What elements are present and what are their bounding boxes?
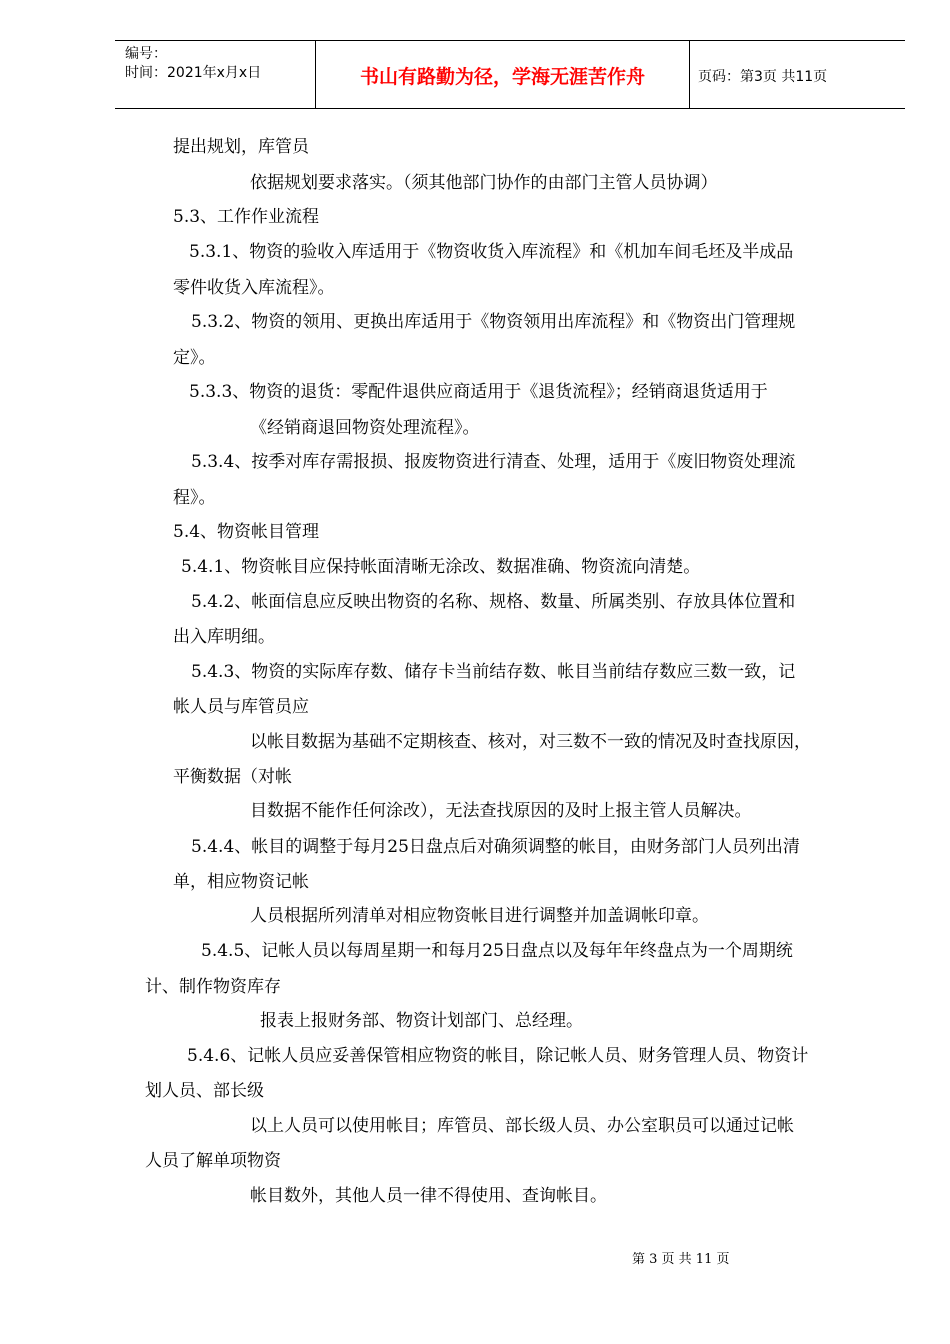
- text-line: 帐目数外，其他人员一律不得使用、查询帐目。: [250, 1186, 607, 1206]
- text-line: 帐人员与库管员应: [173, 697, 309, 717]
- text-line: 人员了解单项物资: [145, 1151, 281, 1171]
- text-line: 《经销商退回物资处理流程》。: [250, 418, 480, 438]
- text-line: 报表上报财务部、物资计划部门、总经理。: [260, 1011, 583, 1031]
- section-heading: 5.3、工作作业流程: [173, 207, 320, 227]
- text-line: 依据规划要求落实。（须其他部门协作的由部门主管人员协调）: [250, 173, 718, 193]
- time-label: 时间：2021年x月x日: [125, 65, 262, 81]
- header-page-label: 页码：第3页 共11页: [698, 69, 828, 85]
- text-line: 5.4.2、帐面信息应反映出物资的名称、规格、数量、所属类别、存放具体位置和: [191, 592, 796, 612]
- page-header: [115, 40, 905, 109]
- text-line: 5.4.6、记帐人员应妥善保管相应物资的帐目，除记帐人员、财务管理人员、物资计: [187, 1046, 809, 1066]
- text-line: 5.3.2、物资的领用、更换出库适用于《物资领用出库流程》和《物资出门管理规: [191, 312, 796, 332]
- text-line: 定》。: [173, 348, 216, 368]
- section-heading: 5.4、物资帐目管理: [173, 522, 320, 542]
- text-line: 平衡数据（对帐: [173, 767, 292, 787]
- text-line: 5.4.3、物资的实际库存数、储存卡当前结存数、帐目当前结存数应三数一致，记: [191, 662, 796, 682]
- text-line: 零件收货入库流程》。: [173, 278, 335, 298]
- text-line: 5.3.1、物资的验收入库适用于《物资收货入库流程》和《机加车间毛坯及半成品: [189, 242, 794, 262]
- page-footer: 第 3 页 共 11 页: [632, 1252, 730, 1267]
- motto-text: 书山有路勤为径，学海无涯苦作舟: [359, 66, 645, 88]
- text-line: 5.4.4、帐目的调整于每月25日盘点后对确须调整的帐目，由财务部门人员列出清: [191, 837, 800, 857]
- text-line: 单，相应物资记帐: [173, 872, 309, 892]
- text-line: 5.3.4、按季对库存需报损、报废物资进行清查、处理，适用于《废旧物资处理流: [191, 452, 796, 472]
- text-line: 目数据不能作任何涂改），无法查找原因的及时上报主管人员解决。: [250, 801, 752, 821]
- text-line: 5.4.5、记帐人员以每周星期一和每月25日盘点以及每年年终盘点为一个周期统: [201, 941, 793, 961]
- header-info-cell: [115, 41, 316, 108]
- text-line: 出入库明细。: [173, 627, 275, 647]
- text-line: 以帐目数据为基础不定期核查、核对，对三数不一致的情况及时查找原因，: [250, 732, 811, 752]
- text-line: 5.4.1、物资帐目应保持帐面清晰无涂改、数据准确、物资流向清楚。: [181, 557, 701, 577]
- header-page-cell: [690, 41, 905, 108]
- text-line: 提出规划，库管员: [173, 137, 309, 157]
- text-line: 划人员、部长级: [145, 1081, 264, 1101]
- header-motto-cell: [316, 41, 690, 108]
- text-line: 人员根据所列清单对相应物资帐目进行调整并加盖调帐印章。: [250, 906, 709, 926]
- number-label: 编号：: [125, 46, 167, 62]
- text-line: 5.3.3、物资的退货：零配件退供应商适用于《退货流程》；经销商退货适用于: [189, 382, 768, 402]
- text-line: 程》。: [173, 488, 216, 508]
- text-line: 以上人员可以使用帐目；库管员、部长级人员、办公室职员可以通过记帐: [250, 1116, 794, 1136]
- text-line: 计、制作物资库存: [145, 977, 281, 997]
